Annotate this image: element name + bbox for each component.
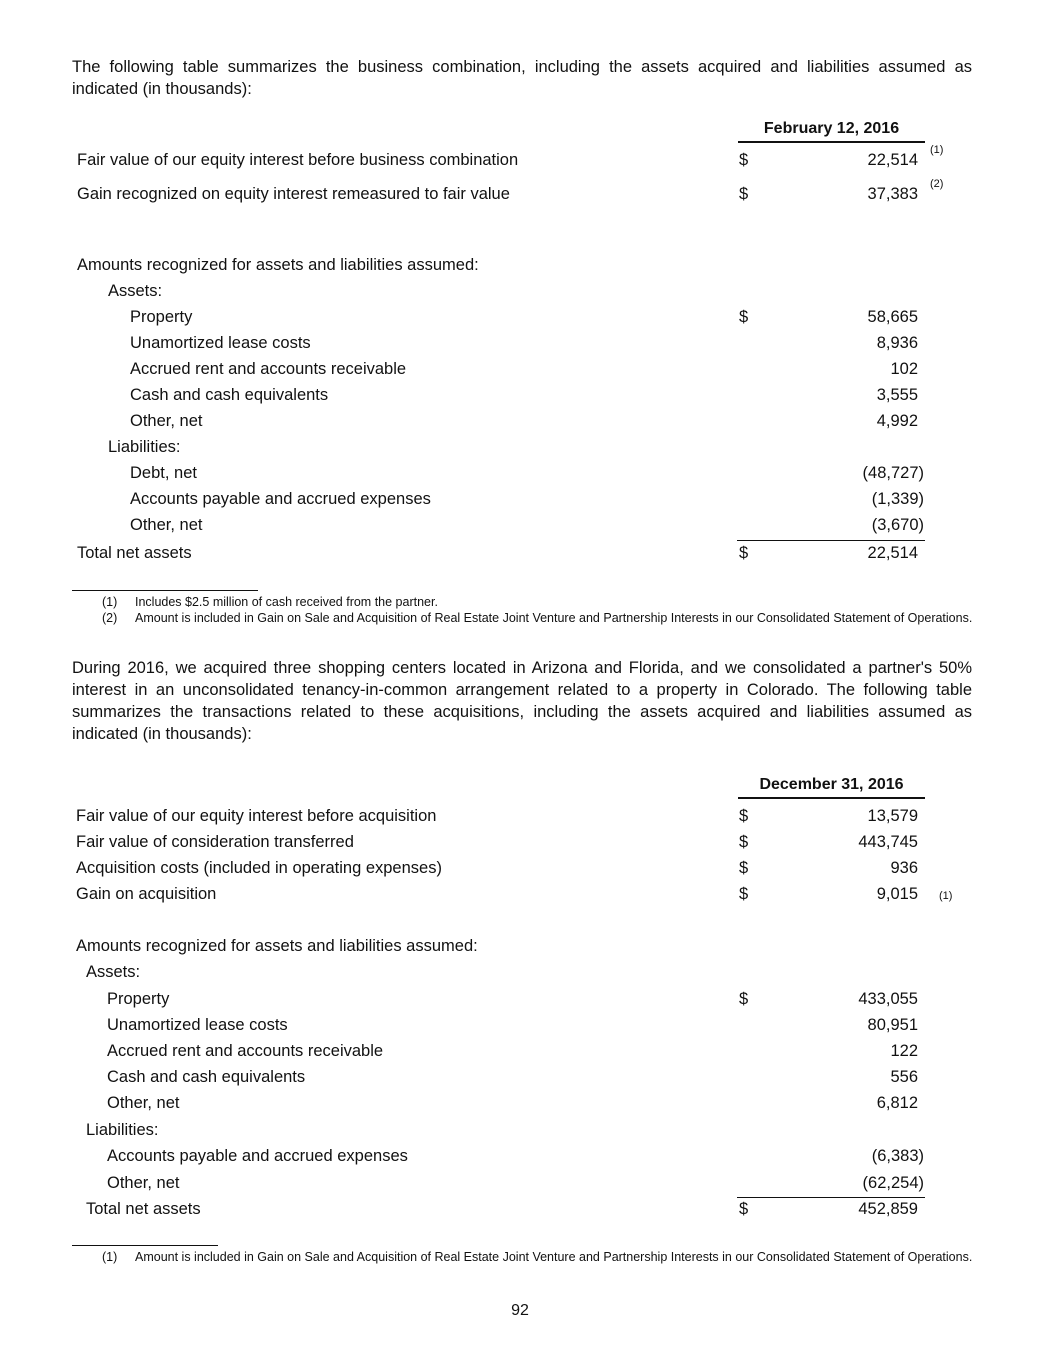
row-label: Acquisition costs (included in operating expenses) <box>76 859 442 877</box>
section-label: Amounts recognized for assets and liabilities assumed: <box>76 937 478 955</box>
row-value: 4,992 <box>876 412 918 430</box>
table-row <box>0 990 1040 1012</box>
section-heading <box>0 256 1040 278</box>
row-label: Accounts payable and accrued expenses <box>130 490 431 508</box>
footnote <box>0 594 1040 610</box>
dollar-sign: $ <box>739 859 749 877</box>
table-row <box>0 334 1040 356</box>
group-heading <box>0 438 1040 460</box>
table-row <box>0 490 1040 512</box>
row-value: (62,254) <box>862 1174 924 1192</box>
section-label: Amounts recognized for assets and liabilities assumed: <box>77 256 479 274</box>
total-value: 452,859 <box>858 1200 918 1218</box>
row-value: 13,579 <box>867 807 918 825</box>
dollar-sign: $ <box>739 151 749 169</box>
table-row <box>0 807 1040 829</box>
dollar-sign: $ <box>739 544 749 562</box>
table-row <box>0 1147 1040 1169</box>
row-value: 443,745 <box>858 833 918 851</box>
footnote-divider <box>72 1245 218 1246</box>
row-label: Accounts payable and accrued expenses <box>107 1147 408 1165</box>
assets-label: Assets: <box>86 963 141 981</box>
assets-label: Assets: <box>108 282 163 300</box>
row-value: 433,055 <box>858 990 918 1008</box>
row-label: Cash and cash equivalents <box>107 1068 306 1086</box>
table-row <box>0 516 1040 538</box>
row-value: (48,727) <box>862 464 924 482</box>
footnote-divider <box>72 590 258 591</box>
group-heading <box>0 963 1040 985</box>
liabilities-label: Liabilities: <box>108 438 181 456</box>
group-heading <box>0 1121 1040 1143</box>
intro-paragraph-1: The following table summarizes the business combination, including the assets acquired and liabilities assumed as indicated (in thousands): <box>72 58 972 98</box>
table-row <box>0 386 1040 408</box>
row-value: 80,951 <box>867 1016 918 1034</box>
row-label: Debt, net <box>130 464 197 482</box>
total-rule <box>737 540 925 541</box>
row-label: Cash and cash equivalents <box>130 386 329 404</box>
table-row <box>0 412 1040 434</box>
table-row <box>0 464 1040 486</box>
row-label: Property <box>130 308 193 326</box>
row-value: (6,383) <box>871 1147 924 1165</box>
footnote-marker: (1) <box>930 144 944 156</box>
dollar-sign: $ <box>739 1200 749 1218</box>
table2-column-header: December 31, 2016 <box>738 776 925 799</box>
row-label: Fair value of consideration transferred <box>76 833 354 851</box>
row-value: 936 <box>890 859 918 877</box>
footnote-text: Includes $2.5 million of cash received from the partner. <box>135 595 438 609</box>
footnote-number: (2) <box>102 611 118 625</box>
row-label: Other, net <box>107 1094 180 1112</box>
footnote-marker: (1) <box>939 890 953 902</box>
total-row <box>0 1200 1040 1222</box>
row-value: 6,812 <box>876 1094 918 1112</box>
table-row <box>0 144 1040 173</box>
row-value: 3,555 <box>876 386 918 404</box>
dollar-sign: $ <box>739 833 749 851</box>
row-label: Other, net <box>130 412 203 430</box>
row-value: 102 <box>890 360 918 378</box>
row-value: 9,015 <box>876 885 918 903</box>
row-label: Accrued rent and accounts receivable <box>107 1042 384 1060</box>
section-heading <box>0 937 1040 959</box>
footnote-text: Amount is included in Gain on Sale and Acquisition of Real Estate Joint Venture and Partnership Interests in our Consolidated Statement of Operations. <box>135 1250 973 1264</box>
table-row <box>0 1016 1040 1038</box>
total-value: 22,514 <box>867 544 918 562</box>
row-label: Property <box>107 990 170 1008</box>
table-row <box>0 178 1040 207</box>
table-row <box>0 885 1040 907</box>
total-row <box>0 544 1040 566</box>
liabilities-label: Liabilities: <box>86 1121 159 1139</box>
table-row <box>0 360 1040 382</box>
row-value: 58,665 <box>867 308 918 326</box>
row-value: 22,514 <box>867 151 918 169</box>
dollar-sign: $ <box>739 185 749 203</box>
total-label: Total net assets <box>86 1200 201 1218</box>
footnote-text: Amount is included in Gain on Sale and Acquisition of Real Estate Joint Venture and Partnership Interests in our Consolidated Statement of Operations. <box>135 611 973 625</box>
table-row <box>0 1068 1040 1090</box>
dollar-sign: $ <box>739 885 749 903</box>
table-row <box>0 1042 1040 1064</box>
dollar-sign: $ <box>739 990 749 1008</box>
row-label: Other, net <box>107 1174 180 1192</box>
footnote-number: (1) <box>102 595 118 609</box>
footnote <box>0 610 1040 642</box>
group-heading <box>0 282 1040 304</box>
table-row <box>0 1174 1040 1196</box>
row-label: Unamortized lease costs <box>130 334 311 352</box>
row-value: 122 <box>890 1042 918 1060</box>
row-label: Gain on acquisition <box>76 885 217 903</box>
table-row <box>0 1094 1040 1116</box>
row-value: 8,936 <box>876 334 918 352</box>
total-rule <box>737 1197 925 1198</box>
row-value: 556 <box>890 1068 918 1086</box>
page-number: 92 <box>511 1302 529 1319</box>
table-row <box>0 833 1040 855</box>
table1-column-header: February 12, 2016 <box>738 120 925 143</box>
row-label: Fair value of our equity interest before business combination <box>77 151 519 169</box>
row-label: Gain recognized on equity interest remeasured to fair value <box>77 185 510 203</box>
total-label: Total net assets <box>77 544 192 562</box>
row-label: Unamortized lease costs <box>107 1016 288 1034</box>
footnote <box>0 1249 1040 1281</box>
intro-paragraph-2: During 2016, we acquired three shopping centers located in Arizona and Florida, and we consolidated a partner's 50% interest in an unconsolidated tenancy-in-common arrangement related to a property in Colorado. The following table summarizes the transactions related to these acquisitions, including the assets acquired and liabilities assumed as indicated (in thousands): <box>72 659 972 743</box>
row-value: (1,339) <box>871 490 924 508</box>
dollar-sign: $ <box>739 807 749 825</box>
row-label: Other, net <box>130 516 203 534</box>
table-row <box>0 308 1040 330</box>
row-label: Accrued rent and accounts receivable <box>130 360 407 378</box>
footnote-number: (1) <box>102 1250 118 1264</box>
row-label: Fair value of our equity interest before acquisition <box>76 807 437 825</box>
row-value: (3,670) <box>871 516 924 534</box>
row-value: 37,383 <box>867 185 918 203</box>
table-row <box>0 859 1040 881</box>
dollar-sign: $ <box>739 308 749 326</box>
footnote-marker: (2) <box>930 178 944 190</box>
